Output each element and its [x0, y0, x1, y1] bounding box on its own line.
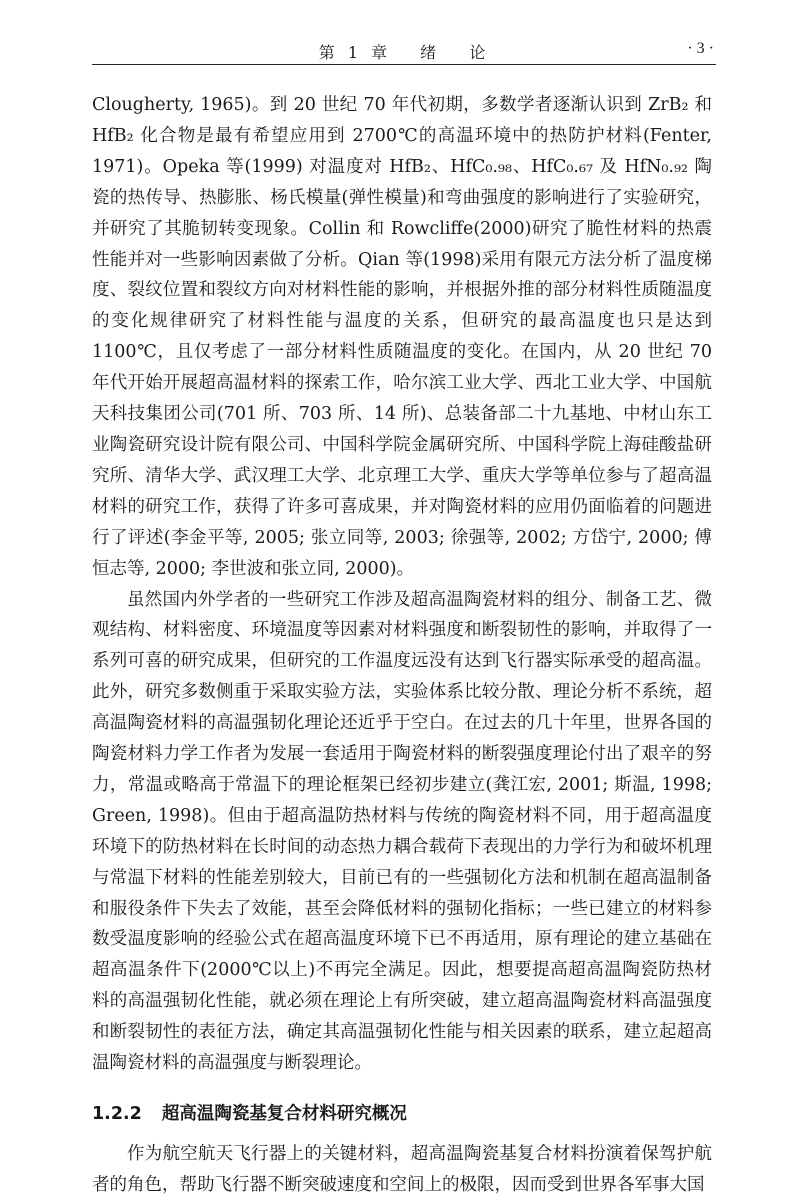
section-title: 超高温陶瓷基复合材料研究概况	[161, 1104, 407, 1124]
body-text	[92, 90, 712, 1201]
page-number: · 3 ·	[687, 40, 714, 57]
paragraph: 虽然国内外学者的一些研究工作涉及超高温陶瓷材料的组分、制备工艺、微观结构、材料密度、环境温度等因素对材料强度和断裂韧性的影响，并取得了一系列可喜的研究成果，但研究的工作温度远没有达到飞行器实际承受的超高温。此外，研究多数侧重于采取实验方法，实验体系比较分散、理论分析不系统，超高温陶瓷材料的高温强韧化理论还近乎于空白。在过去的几十年里，世界各国的陶瓷材料力学工作者为发展一套适用于陶瓷材料的断裂强度理论付出了艰辛的努力，常温或略高于常温下的理论框架已经初步建立(龚江宏, 2001; 斯温, 1998; Green, 1998)。但由于超高温防热材料与传统的陶瓷材料不同，用于超高温度环境下的防热材料在长时间的动态热力耦合载荷下表现出的力学行为和破坏机理与常温下材料的性能差别较大，目前已有的一些强韧化方法和机制在超高温制备和服役条件下失去了效能，甚至会降低材料的强韧化指标；一些已建立的材料参数受温度影响的经验公式在超高温度环境下已不再适用，原有理论的建立基础在超高温条件下(2000℃以上)不再完全满足。因此，想要提高超高温陶瓷防热材料的高温强韧化性能，就必须在理论上有所突破，建立超高温陶瓷材料高温强度和断裂韧性的表征方法，确定其高温强韧化性能与相关因素的联系，建立起超高温陶瓷材料的高温强度与断裂理论。	[92, 589, 712, 1074]
section-heading	[92, 1099, 712, 1129]
paragraph: 作为航空航天飞行器上的关键材料，超高温陶瓷基复合材料扮演着保驾护航者的角色，帮助飞行器不断突破速度和空间上的极限，因而受到世界各军事大国	[92, 1144, 712, 1195]
chapter-title: 第 1 章 绪 论	[318, 43, 490, 62]
running-header	[92, 36, 716, 65]
paragraph-continued: Clougherty, 1965)。到 20 世纪 70 年代初期，多数学者逐渐认识到 ZrB₂ 和 HfB₂ 化合物是最有希望应用到 2700℃的高温环境中的热防护材料(Fenter, 1971)。Opeka 等(1999) 对温度对 HfB₂、HfC₀.₉₈、HfC₀.₆₇ 及 HfN₀.₉₂ 陶瓷的热传导、热膨胀、杨氏模量(弹性模量)和弯曲强度的影响进行了实验研究，并研究了其脆韧转变现象。Collin 和 Rowcliffe(2000)研究了脆性材料的热震性能并对一些影响因素做了分析。Qian 等(1998)采用有限元方法分析了温度梯度、裂纹位置和裂纹方向对材料性能的影响，并根据外推的部分材料性质随温度的变化规律研究了材料性能与温度的关系，但研究的最高温度也只是达到 1100℃，且仅考虑了一部分材料性质随温度的变化。在国内，从 20 世纪 70 年代开始开展超高温材料的探索工作，哈尔滨工业大学、西北工业大学、中国航天科技集团公司(701 所、703 所、14 所)、总装备部二十九基地、中材山东工业陶瓷研究设计院有限公司、中国科学院金属研究所、中国科学院上海硅酸盐研究所、清华大学、武汉理工大学、北京理工大学、重庆大学等单位参与了超高温材料的研究工作，获得了许多可喜成果，并对陶瓷材料的应用仍面临着的问题进行了评述(李金平等, 2005; 张立同等, 2003; 徐强等, 2002; 方岱宁, 2000; 傅恒志等, 2000; 李世波和张立同, 2000)。	[92, 95, 712, 579]
section-number: 1.2.2	[92, 1104, 142, 1124]
